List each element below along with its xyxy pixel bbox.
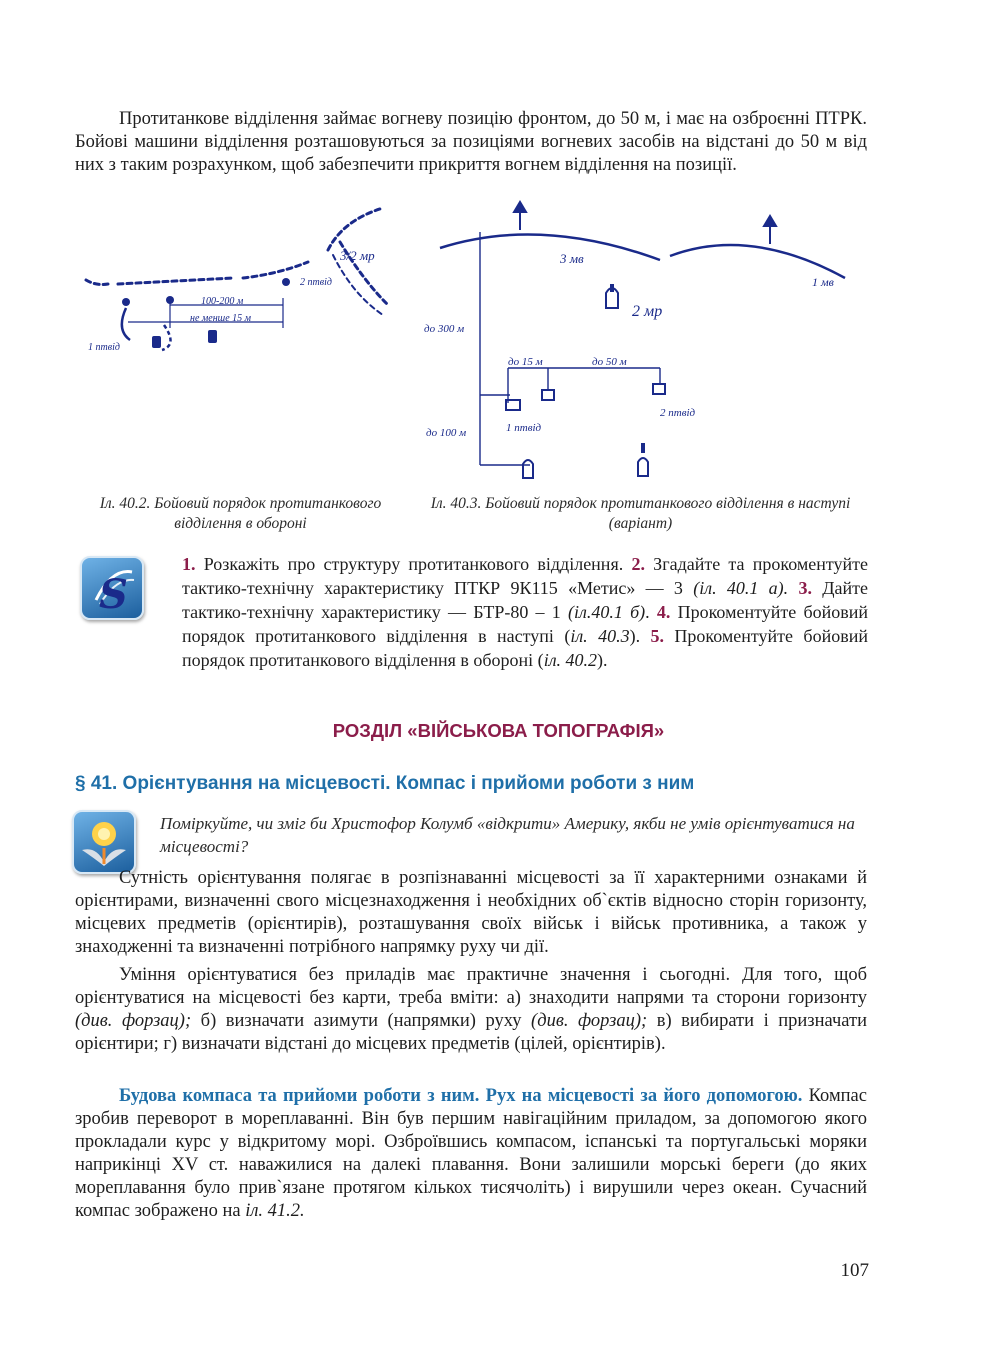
question-number-4: 4.: [656, 602, 671, 622]
label-ptv2: 2 птвід: [660, 407, 696, 419]
body-p3-text: Компас зробив переворот в мореплаванні. Він був першим навігаційним приладом, за допомогою якого прокладали курс у відкритому морі. Озброївшись компасом, іспанські та португальські моряки наприкінці XV ст. наважилися на далекі плавання. Вони залишили морські береги (до яких мореплавання було прив`язане протягом кількох тисячоліть) і вирушили через океан. Сучасний компас зображено на: [75, 1086, 867, 1221]
body-p2-ref-1: (див. форзац);: [75, 1011, 192, 1031]
label-d100: до 100 м: [426, 427, 467, 439]
question-ref-4: іл. 40.3: [570, 626, 630, 646]
label-mr32: 3/2 мр: [340, 248, 375, 263]
question-text-3: Дайте тактико-технічну характеристику — БТР-80 – 1: [182, 578, 869, 622]
question-ref-5: іл. 40.2: [543, 650, 598, 670]
caption-fig-40-2: Іл. 40.2. Бойовий порядок протитанкового відділення в обороні: [99, 495, 382, 532]
questions-block: [182, 552, 868, 672]
question-text-1: Розкажіть про структуру протитанкового відділення.: [195, 554, 632, 574]
figure-attack-diagram: [420, 198, 865, 488]
figure-defense-diagram: [78, 200, 393, 360]
question-number-2: 2.: [631, 554, 645, 574]
question-number-5: 5.: [650, 626, 664, 646]
label-d15: до 15 м: [508, 356, 543, 368]
section-title: РОЗДІЛ «ВІЙСЬКОВА ТОПОГРАФІЯ»: [332, 720, 665, 741]
body-p2-text-b: б) визначати азимути (напрямки) руху: [191, 1011, 532, 1031]
body-p3-ref: іл. 41.2.: [245, 1201, 305, 1221]
question-text-5: Прокоментуйте бойовий порядок протитанкового відділення в обороні (: [182, 626, 868, 670]
body-paragraph-2: [75, 964, 867, 1056]
question-ref-2: (іл. 40.1 а).: [693, 578, 789, 598]
label-d300: до 300 м: [424, 323, 465, 335]
question-text-2: Згадайте та прокоментуйте тактико-технічну характеристику ПТКР 9К115 «Метис» — 3: [182, 554, 868, 598]
label-dist-min15: не менше 15 м: [190, 313, 252, 324]
body-p2-ref-2: (див. форзац);: [531, 1011, 648, 1031]
svg-text:S: S: [99, 571, 128, 618]
question-ref-3: (іл.40.1 б): [568, 602, 646, 622]
caption-fig-40-3: Іл. 40.3. Бойовий порядок протитанкового відділення в наступі (варіант): [430, 495, 851, 532]
label-ptv1: 1 птвід: [88, 342, 120, 353]
body-paragraph-3: [75, 1085, 867, 1223]
label-mr2: 2 мр: [632, 303, 663, 320]
question-text-5b: ).: [597, 650, 608, 670]
label-mv3: 3 мв: [560, 251, 584, 266]
label-ptv2: 2 птвід: [300, 277, 332, 288]
question-text-3b: .: [645, 602, 657, 622]
prompt-question: Поміркуйте, чи зміг би Христофор Колумб «відкрити» Америку, якби не умів орієнтуватися на місцевості?: [160, 814, 855, 856]
questions-icon: [80, 556, 144, 620]
page-number: 107: [840, 1260, 869, 1281]
question-text-4: Прокоментуйте бойовий порядок протитанкового відділення в наступі (: [182, 602, 868, 646]
label-d50: до 50 м: [592, 356, 627, 368]
body-paragraph-1: Сутність орієнтування полягає в розпізнаванні місцевості за її характерними ознаками й орієнтирами, визначенні свого місцезнаходження і необхідних об`єктів відносно сторін горизонту, місцевих предметів (орієнтирів), розташування своїх військ і військ противника, а також у знаходженні та визначенні потрібного напрямку руху чи дії.: [75, 868, 867, 957]
label-dist-100-200: 100-200 м: [201, 296, 244, 307]
body-p2-text-c: в) вибирати і призначати орієнтири; г) визначати відстані до місцевих предметів (цілей, орієнтирів).: [75, 1011, 867, 1054]
question-number-3: 3.: [798, 578, 812, 598]
subheading-compass: Будова компаса та прийоми роботи з ним. Рух на місцевості за його допомогою.: [119, 1086, 803, 1106]
question-text-4b: ).: [629, 626, 651, 646]
lightbulb-icon: [72, 810, 136, 874]
paragraph-title: § 41. Орієнтування на місцевості. Компас і прийоми роботи з ним: [75, 773, 695, 794]
label-ptv1: 1 птвід: [506, 422, 542, 434]
body-p2-text-a: Уміння орієнтуватися без приладів має практичне значення і сьогодні. Для того, щоб орієнтуватися на місцевості без карти, треба вміти: а) знаходити напрями та сторони горизонту: [75, 965, 867, 1008]
intro-paragraph: Протитанкове відділення займає вогневу позицію фронтом, до 50 м, і має на озброєнні ПТРК. Бойові машини відділення розташовуються за позиціями вогневих засобів на відстані до 50 м від них з таким розрахунком, щоб забезпечити прикриття вогнем відділення на позиції.: [75, 109, 867, 175]
question-number-1: 1.: [182, 554, 196, 574]
label-mv1: 1 мв: [812, 275, 834, 289]
